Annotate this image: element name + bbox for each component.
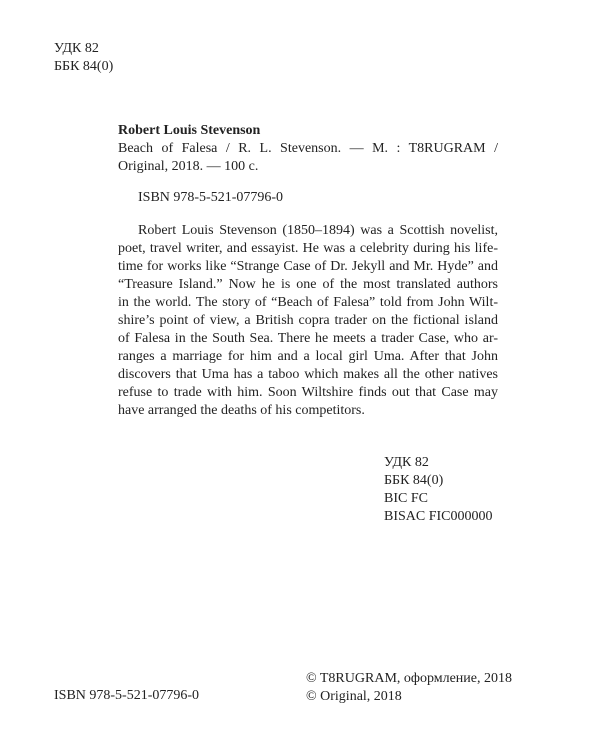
copyright-publisher: © T8RUGRAM, оформление, 2018 bbox=[306, 671, 513, 686]
isbn-number: ISBN 978-5-521-07796-0 bbox=[138, 190, 284, 205]
copyright-block bbox=[306, 670, 512, 706]
abstract-line: Robert Louis Stevenson (1850–1894) was a Scottish novelist, bbox=[138, 223, 498, 238]
abstract-line: discovers that Uma has a taboo which makes all the other natives bbox=[118, 367, 498, 382]
bbk-code: ББК 84(0) bbox=[54, 59, 114, 74]
abstract-line: poet, travel writer, and essayist. He was a celebrity during his life- bbox=[118, 241, 498, 256]
top-classification bbox=[54, 40, 113, 76]
abstract-line: have arranged the deaths of his competitors. bbox=[118, 403, 365, 418]
copyright-original: © Original, 2018 bbox=[306, 689, 402, 704]
abstract-line: “Treasure Island.” Now he is one of the most translated authors bbox=[118, 277, 498, 292]
book-abstract bbox=[118, 222, 498, 420]
bibliographic-citation bbox=[118, 140, 498, 176]
citation-line-2: Original, 2018. — 100 c. bbox=[118, 159, 259, 174]
bbk-code-right: ББК 84(0) bbox=[384, 473, 444, 488]
abstract-line: time for works like “Strange Case of Dr. Jekyll and Mr. Hyde” and bbox=[118, 259, 498, 274]
abstract-line: shire’s point of view, a British copra trader on the fictional island bbox=[118, 313, 498, 328]
citation-line-1: Beach of Falesa / R. L. Stevenson. — M. : T8RUGRAM / bbox=[118, 141, 498, 156]
footer-isbn: ISBN 978-5-521-07796-0 bbox=[54, 688, 200, 703]
bisac-code: BISAC FIC000000 bbox=[384, 509, 493, 524]
abstract-line: in the world. The story of “Beach of Falesa” told from John Wilt- bbox=[118, 295, 498, 310]
author-name: Robert Louis Stevenson bbox=[118, 123, 261, 138]
right-classification bbox=[384, 454, 493, 526]
abstract-line: of Falesa in the South Sea. There he meets a trader Case, who ar- bbox=[118, 331, 498, 346]
abstract-line: refuse to trade with him. Soon Wiltshire finds out that Case may bbox=[118, 385, 498, 400]
abstract-line: ranges a marriage for him and a local girl Uma. After that John bbox=[118, 349, 498, 364]
bic-code: BIC FC bbox=[384, 491, 428, 506]
udk-code: УДК 82 bbox=[54, 41, 99, 56]
udk-code-right: УДК 82 bbox=[384, 455, 429, 470]
